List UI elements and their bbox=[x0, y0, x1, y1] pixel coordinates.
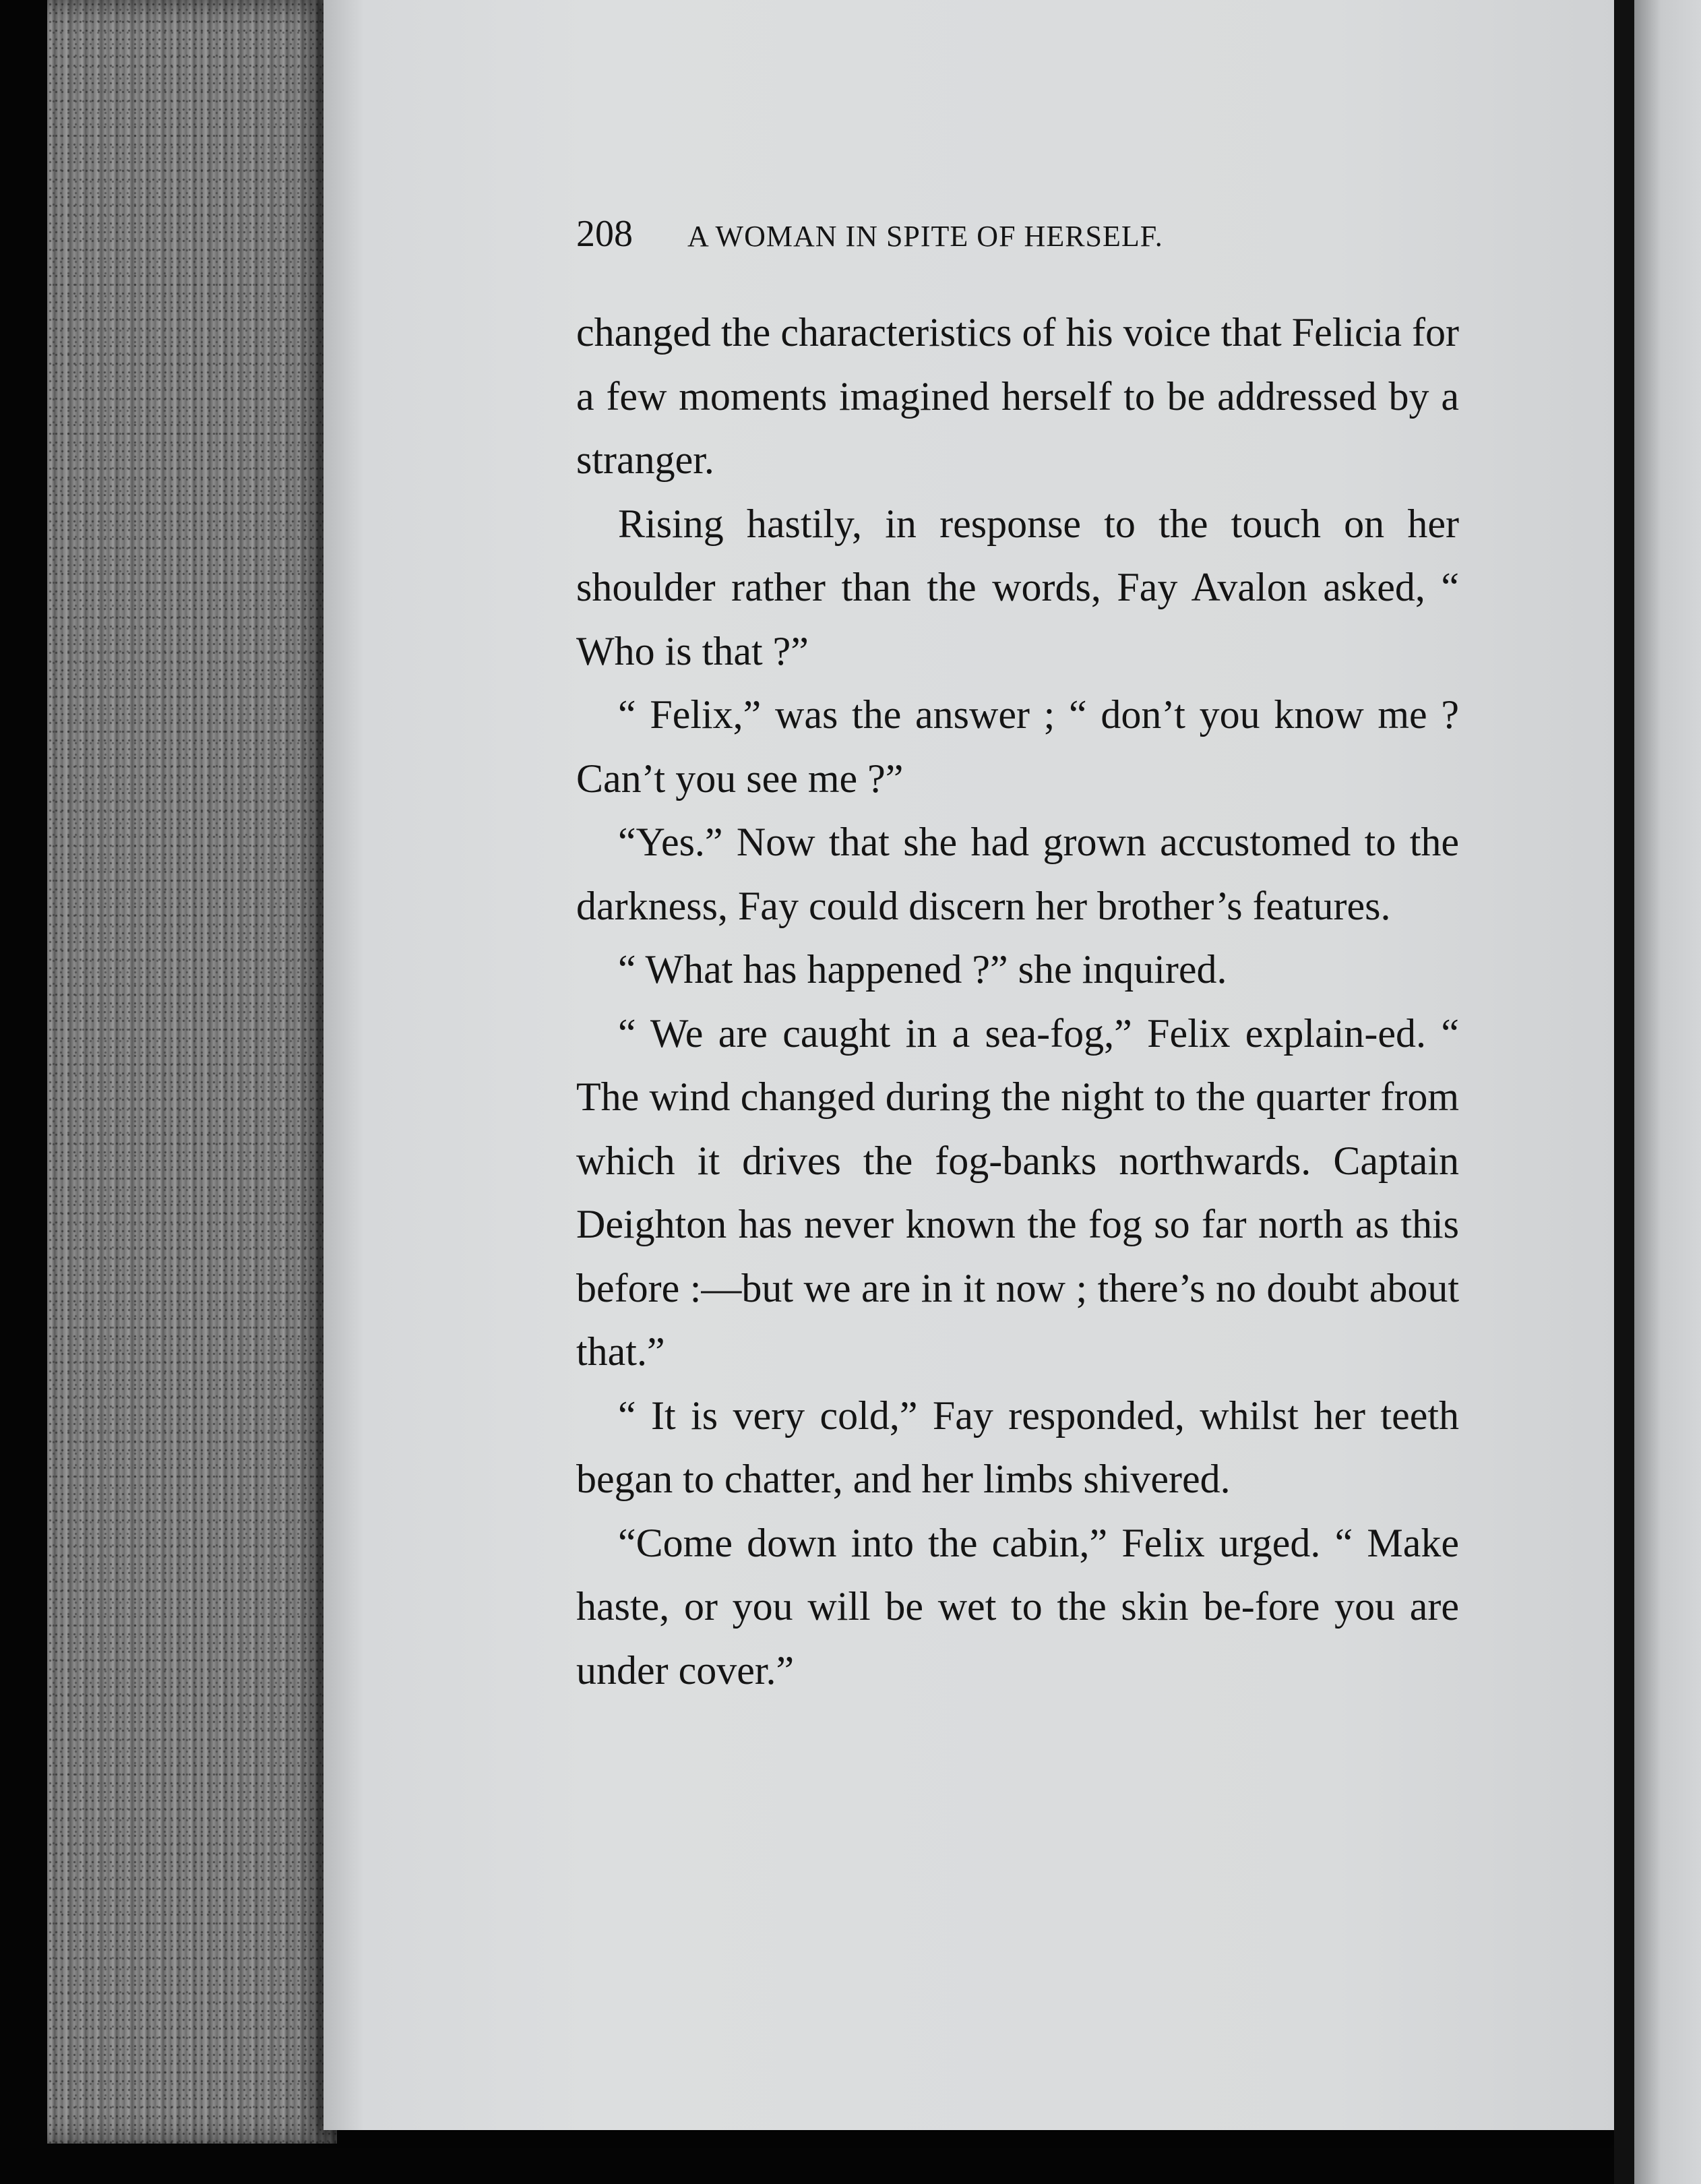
book-gutter bbox=[1614, 0, 1634, 2184]
stacked-page-edges bbox=[47, 0, 337, 2144]
paragraph: “ It is very cold,” Fay responded, whilst her teeth began to chatter, and her limbs shivered. bbox=[576, 1393, 1459, 1501]
paragraph: “Come down into the cabin,” Felix urged. “ Make haste, or you will be wet to the skin be-fore you are under cover.” bbox=[576, 1520, 1459, 1693]
paragraph: “ Felix,” was the answer ; “ don’t you know me ? Can’t you see me ?” bbox=[576, 692, 1459, 801]
running-head bbox=[576, 212, 1466, 255]
paragraph: “Yes.” Now that she had grown accustomed to the darkness, Fay could discern her brother’s features. bbox=[576, 820, 1459, 928]
paragraph: Rising hastily, in response to the touch on her shoulder rather than the words, Fay Avalon asked, “ Who is that ?” bbox=[576, 501, 1459, 673]
page-number: 208 bbox=[576, 213, 633, 255]
paragraph: changed the characteristics of his voice that Felicia for a few moments imagined herself to be addressed by a stranger. bbox=[576, 310, 1459, 482]
running-title: A WOMAN IN SPITE OF HERSELF. bbox=[687, 220, 1163, 253]
paragraph: “ What has happened ?” she inquired. bbox=[618, 947, 1227, 992]
paragraph: “ We are caught in a sea-fog,” Felix explain-ed. “ The wind changed during the night to the quarter from which it drives the fog-banks northwards. Captain Deighton has never known the fog so far north as this before :—but we are in it now ; there’s no doubt about that.” bbox=[576, 1010, 1459, 1374]
body-text bbox=[576, 301, 1459, 1702]
facing-page-edge bbox=[1634, 0, 1701, 2184]
